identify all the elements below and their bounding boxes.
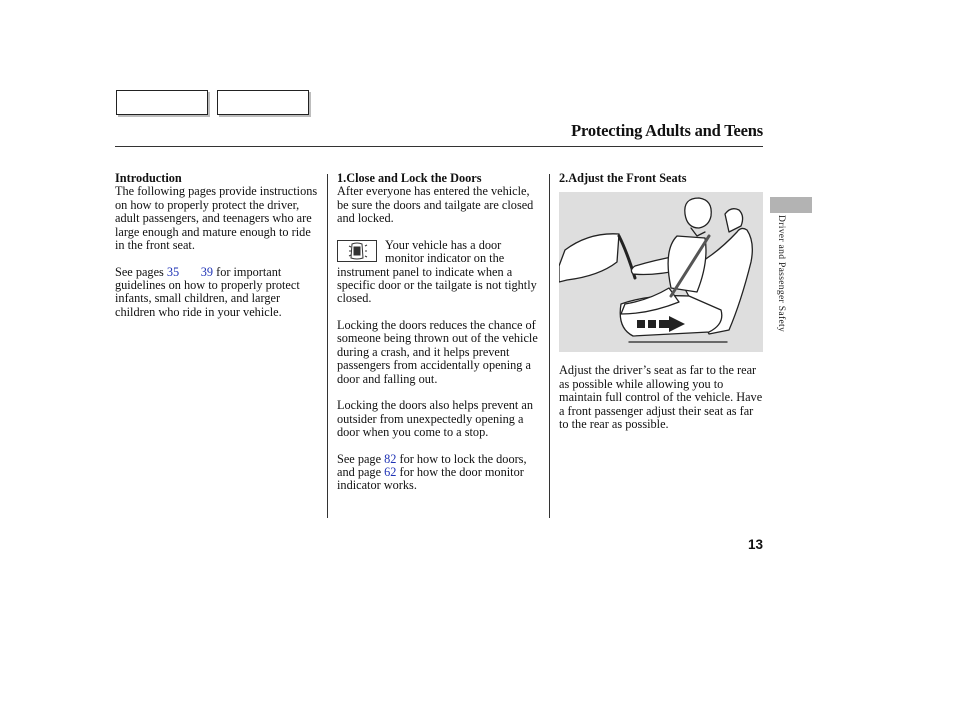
text-fragment: for important guidelines on how to properly protect infants, small children, and larger children who ride in your vehicle. (115, 264, 300, 319)
column-divider-1 (327, 174, 328, 518)
door-monitor-paragraph (337, 239, 542, 306)
section-tab-marker (770, 197, 812, 213)
nav-button-2[interactable] (217, 90, 309, 115)
section-heading-adjust-seats: 2.Adjust the Front Seats (559, 171, 687, 185)
close-doors-paragraph: After everyone has entered the vehicle, be sure the doors and tailgate are closed and locked. (337, 184, 534, 226)
see-page-paragraph (337, 453, 542, 493)
column-adjust-seats (559, 172, 764, 445)
page-link-62[interactable]: 62 (384, 465, 397, 480)
door-monitor-indicator-icon (337, 240, 377, 262)
intro-paragraph: The following pages provide instructions on how to properly protect the driver, adult passengers, and teenagers who are large enough and mature enough to ride in the front seat. (115, 184, 318, 253)
section-heading-close-lock: 1.Close and Lock the Doors (337, 171, 482, 185)
text-fragment: Your vehicle has a door monitor indicator on the instrument panel to indicate when a specific door or the tailgate is not tightly closed. (337, 237, 537, 306)
page-title: Protecting Adults and Teens (571, 121, 763, 140)
text-fragment: See pages (115, 264, 167, 279)
column-introduction (115, 172, 320, 332)
page-link-82[interactable]: 82 (384, 451, 397, 466)
page-link-39[interactable]: 39 (200, 264, 214, 279)
section-side-label: Driver and Passenger Safety (776, 215, 787, 333)
column-divider-2 (549, 174, 550, 518)
text-fragment: See page (337, 451, 385, 466)
section-heading-introduction: Introduction (115, 171, 182, 185)
locking-prevents-paragraph: Locking the doors also helps prevent an outsider from unexpectedly opening a door when you come to a stop. (337, 398, 534, 440)
see-pages-paragraph (115, 266, 320, 320)
text-fragment: for how to lock the doors, and page (337, 451, 527, 480)
page-link-35[interactable]: 35 (166, 264, 180, 279)
driver-seat-adjustment-illustration (559, 192, 763, 352)
title-rule (115, 146, 763, 147)
page-number: 13 (747, 537, 763, 552)
locking-reduces-paragraph: Locking the doors reduces the chance of someone being thrown out of the vehicle during a crash, and it helps prevent passengers from accidentally opening a door and falling out. (337, 318, 538, 386)
column-close-lock-doors (337, 172, 542, 506)
adjust-seats-paragraph: Adjust the driver’s seat as far to the rear as possible while allowing you to maintain full control of the vehicle. Have a front passenger adjust their seat as far to the rear as possible. (559, 363, 763, 432)
nav-button-1[interactable] (116, 90, 208, 115)
text-fragment: for how the door monitor indicator works. (337, 465, 524, 493)
